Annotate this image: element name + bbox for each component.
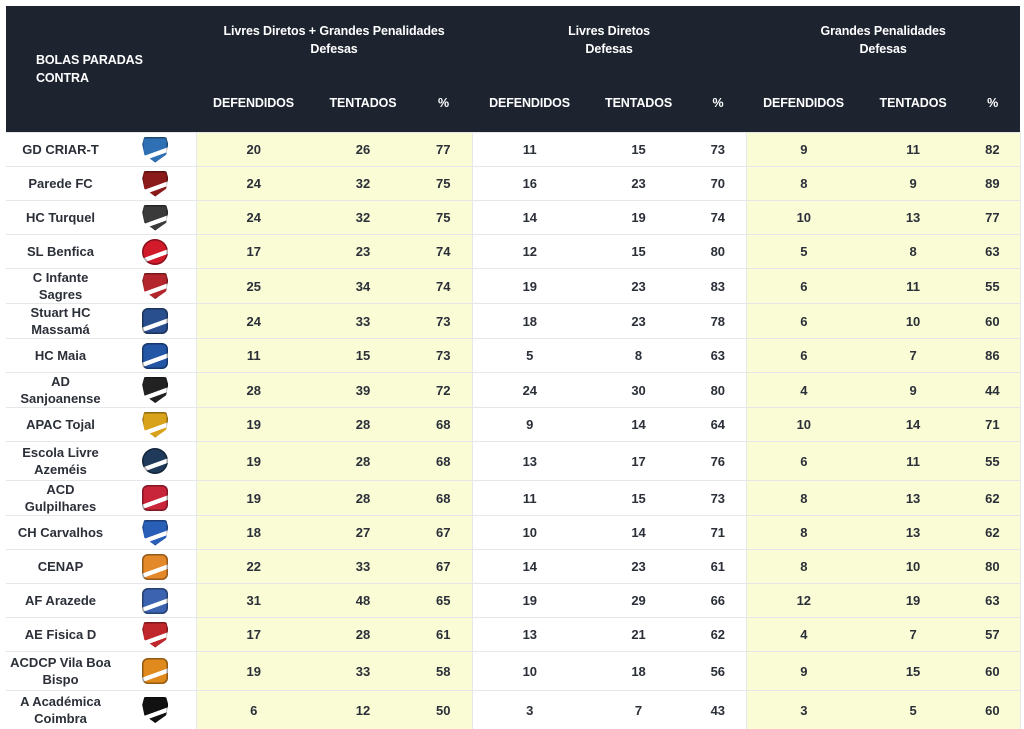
total-percent-value: 72 — [415, 373, 472, 408]
free-kicks-attempted-value: 23 — [587, 269, 690, 304]
total-defended-value: 24 — [196, 167, 311, 201]
team-crest-cell — [115, 235, 196, 269]
col-header-percent[interactable]: % — [415, 74, 472, 133]
free-kicks-defended-value: 3 — [472, 691, 587, 729]
free-kicks-defended-value: 13 — [472, 442, 587, 481]
free-kicks-defended-value: 10 — [472, 516, 587, 550]
team-crest-cell — [115, 201, 196, 235]
team-name[interactable]: GD CRIAR-T — [6, 133, 115, 167]
team-crest-cell — [115, 339, 196, 373]
table-row — [6, 373, 1020, 408]
free-kicks-attempted-value: 23 — [587, 550, 690, 584]
team-crest-cell — [115, 618, 196, 652]
total-attempted-value: 15 — [311, 339, 415, 373]
team-name[interactable]: HC Turquel — [6, 201, 115, 235]
total-percent-value: 75 — [415, 201, 472, 235]
free-kicks-percent-value: 63 — [690, 339, 746, 373]
free-kicks-attempted-value: 8 — [587, 339, 690, 373]
team-name[interactable]: AD Sanjoanense — [6, 373, 115, 408]
stuart-hc-massama-crest-icon — [142, 308, 168, 334]
total-percent-value: 58 — [415, 652, 472, 691]
penalties-percent-value: 63 — [965, 235, 1020, 269]
set-pieces-against-table-container — [6, 6, 1020, 729]
c-infante-sagres-crest-icon — [142, 273, 168, 299]
table-row — [6, 550, 1020, 584]
group-header-total — [196, 6, 472, 74]
team-name[interactable]: HC Maia — [6, 339, 115, 373]
escola-livre-azemeis-crest-icon — [142, 448, 168, 474]
team-crest-cell — [115, 516, 196, 550]
penalties-defended-value: 9 — [746, 133, 861, 167]
free-kicks-defended-value: 13 — [472, 618, 587, 652]
penalties-percent-value: 44 — [965, 373, 1020, 408]
col-header-attempted[interactable]: TENTADOS — [861, 74, 965, 133]
academica-coimbra-crest-icon — [142, 697, 168, 723]
free-kicks-defended-value: 14 — [472, 201, 587, 235]
penalties-percent-value: 86 — [965, 339, 1020, 373]
penalties-percent-value: 62 — [965, 481, 1020, 516]
team-name[interactable]: AE Fisica D — [6, 618, 115, 652]
free-kicks-percent-value: 83 — [690, 269, 746, 304]
free-kicks-defended-value: 19 — [472, 584, 587, 618]
total-defended-value: 19 — [196, 408, 311, 442]
group-header-free-kicks-title: Livres Diretos — [568, 24, 650, 38]
penalties-percent-value: 60 — [965, 652, 1020, 691]
penalties-percent-value: 89 — [965, 167, 1020, 201]
free-kicks-attempted-value: 29 — [587, 584, 690, 618]
penalties-defended-value: 10 — [746, 408, 861, 442]
penalties-defended-value: 6 — [746, 304, 861, 339]
team-crest-cell — [115, 442, 196, 481]
free-kicks-percent-value: 61 — [690, 550, 746, 584]
penalties-attempted-value: 11 — [861, 133, 965, 167]
penalties-percent-value: 55 — [965, 442, 1020, 481]
team-crest-cell — [115, 481, 196, 516]
af-arazede-crest-icon — [142, 588, 168, 614]
team-name[interactable]: ACDCP Vila Boa Bispo — [6, 652, 115, 691]
free-kicks-percent-value: 78 — [690, 304, 746, 339]
hc-turquel-crest-icon — [142, 205, 168, 231]
penalties-attempted-value: 10 — [861, 550, 965, 584]
total-defended-value: 11 — [196, 339, 311, 373]
acdcp-vila-boa-bispo-crest-icon — [142, 658, 168, 684]
free-kicks-attempted-value: 23 — [587, 167, 690, 201]
parede-fc-crest-icon — [142, 171, 168, 197]
total-percent-value: 68 — [415, 408, 472, 442]
free-kicks-attempted-value: 14 — [587, 408, 690, 442]
hc-maia-crest-icon — [142, 343, 168, 369]
total-attempted-value: 33 — [311, 304, 415, 339]
total-attempted-value: 23 — [311, 235, 415, 269]
total-attempted-value: 26 — [311, 133, 415, 167]
total-percent-value: 75 — [415, 167, 472, 201]
col-header-defended[interactable]: DEFENDIDOS — [472, 74, 587, 133]
team-name[interactable]: Parede FC — [6, 167, 115, 201]
total-percent-value: 67 — [415, 516, 472, 550]
total-attempted-value: 28 — [311, 618, 415, 652]
penalties-defended-value: 4 — [746, 373, 861, 408]
free-kicks-percent-value: 73 — [690, 481, 746, 516]
table-row — [6, 691, 1020, 729]
free-kicks-percent-value: 64 — [690, 408, 746, 442]
free-kicks-attempted-value: 7 — [587, 691, 690, 729]
total-attempted-value: 12 — [311, 691, 415, 729]
free-kicks-defended-value: 24 — [472, 373, 587, 408]
team-name[interactable]: Stuart HC Massamá — [6, 304, 115, 339]
penalties-attempted-value: 15 — [861, 652, 965, 691]
total-defended-value: 17 — [196, 235, 311, 269]
total-percent-value: 50 — [415, 691, 472, 729]
total-percent-value: 67 — [415, 550, 472, 584]
group-header-total-title: Livres Diretos + Grandes Penalidades — [223, 24, 444, 38]
free-kicks-percent-value: 74 — [690, 201, 746, 235]
team-crest-cell — [115, 133, 196, 167]
total-defended-value: 19 — [196, 481, 311, 516]
table-row — [6, 235, 1020, 269]
free-kicks-percent-value: 73 — [690, 133, 746, 167]
team-name[interactable]: C Infante Sagres — [6, 269, 115, 304]
total-percent-value: 73 — [415, 304, 472, 339]
total-percent-value: 68 — [415, 442, 472, 481]
table-row — [6, 133, 1020, 167]
group-header-total-subtitle: Defesas — [310, 42, 357, 56]
free-kicks-attempted-value: 17 — [587, 442, 690, 481]
penalties-percent-value: 55 — [965, 269, 1020, 304]
total-defended-value: 17 — [196, 618, 311, 652]
total-defended-value: 24 — [196, 304, 311, 339]
total-defended-value: 6 — [196, 691, 311, 729]
free-kicks-percent-value: 66 — [690, 584, 746, 618]
team-name[interactable]: CH Carvalhos — [6, 516, 115, 550]
penalties-attempted-value: 19 — [861, 584, 965, 618]
table-body — [6, 133, 1020, 729]
group-header-free-kicks — [472, 6, 746, 74]
col-header-defended[interactable]: DEFENDIDOS — [196, 74, 311, 133]
cenap-crest-icon — [142, 554, 168, 580]
total-attempted-value: 32 — [311, 201, 415, 235]
penalties-percent-value: 63 — [965, 584, 1020, 618]
penalties-attempted-value: 13 — [861, 481, 965, 516]
penalties-percent-value: 60 — [965, 304, 1020, 339]
free-kicks-defended-value: 11 — [472, 133, 587, 167]
free-kicks-percent-value: 62 — [690, 618, 746, 652]
total-defended-value: 24 — [196, 201, 311, 235]
table-row — [6, 584, 1020, 618]
col-header-percent[interactable]: % — [690, 74, 746, 133]
free-kicks-percent-value: 76 — [690, 442, 746, 481]
penalties-defended-value: 5 — [746, 235, 861, 269]
penalties-attempted-value: 10 — [861, 304, 965, 339]
penalties-attempted-value: 8 — [861, 235, 965, 269]
penalties-attempted-value: 5 — [861, 691, 965, 729]
free-kicks-percent-value: 70 — [690, 167, 746, 201]
total-defended-value: 25 — [196, 269, 311, 304]
table-row — [6, 618, 1020, 652]
penalties-defended-value: 8 — [746, 481, 861, 516]
row-label-header: BOLAS PARADAS CONTRA — [6, 6, 196, 133]
acd-gulpilhares-crest-icon — [142, 485, 168, 511]
team-crest-cell — [115, 373, 196, 408]
free-kicks-defended-value: 18 — [472, 304, 587, 339]
total-attempted-value: 32 — [311, 167, 415, 201]
ad-sanjoanense-crest-icon — [142, 377, 168, 403]
penalties-attempted-value: 7 — [861, 339, 965, 373]
team-crest-cell — [115, 408, 196, 442]
free-kicks-attempted-value: 18 — [587, 652, 690, 691]
penalties-percent-value: 60 — [965, 691, 1020, 729]
group-header-penalties — [746, 6, 1020, 74]
table-row — [6, 652, 1020, 691]
total-percent-value: 73 — [415, 339, 472, 373]
total-attempted-value: 33 — [311, 652, 415, 691]
penalties-defended-value: 6 — [746, 339, 861, 373]
team-crest-cell — [115, 652, 196, 691]
total-attempted-value: 27 — [311, 516, 415, 550]
team-crest-cell — [115, 167, 196, 201]
sl-benfica-crest-icon — [142, 239, 168, 265]
free-kicks-attempted-value: 14 — [587, 516, 690, 550]
total-percent-value: 65 — [415, 584, 472, 618]
penalties-defended-value: 8 — [746, 167, 861, 201]
team-crest-cell — [115, 304, 196, 339]
free-kicks-percent-value: 43 — [690, 691, 746, 729]
penalties-defended-value: 9 — [746, 652, 861, 691]
team-name[interactable]: ACD Gulpilhares — [6, 481, 115, 516]
set-pieces-against-table — [6, 6, 1021, 729]
total-attempted-value: 34 — [311, 269, 415, 304]
ae-fisica-d-crest-icon — [142, 622, 168, 648]
criar-t-crest-icon — [142, 137, 168, 163]
team-name[interactable]: A Académica Coimbra — [6, 691, 115, 729]
penalties-percent-value: 82 — [965, 133, 1020, 167]
total-attempted-value: 28 — [311, 442, 415, 481]
free-kicks-percent-value: 80 — [690, 235, 746, 269]
total-defended-value: 22 — [196, 550, 311, 584]
table-row — [6, 481, 1020, 516]
total-attempted-value: 33 — [311, 550, 415, 584]
team-name[interactable]: Escola Livre Azeméis — [6, 442, 115, 481]
group-header-free-kicks-subtitle: Defesas — [585, 42, 632, 56]
col-header-attempted[interactable]: TENTADOS — [311, 74, 415, 133]
penalties-attempted-value: 13 — [861, 516, 965, 550]
penalties-percent-value: 77 — [965, 201, 1020, 235]
penalties-defended-value: 8 — [746, 516, 861, 550]
team-crest-cell — [115, 550, 196, 584]
penalties-defended-value: 4 — [746, 618, 861, 652]
table-row — [6, 269, 1020, 304]
penalties-defended-value: 3 — [746, 691, 861, 729]
free-kicks-defended-value: 12 — [472, 235, 587, 269]
free-kicks-attempted-value: 15 — [587, 481, 690, 516]
table-row — [6, 408, 1020, 442]
team-name[interactable]: AF Arazede — [6, 584, 115, 618]
total-attempted-value: 39 — [311, 373, 415, 408]
apac-tojal-crest-icon — [142, 412, 168, 438]
free-kicks-defended-value: 19 — [472, 269, 587, 304]
penalties-attempted-value: 7 — [861, 618, 965, 652]
penalties-attempted-value: 14 — [861, 408, 965, 442]
total-attempted-value: 28 — [311, 408, 415, 442]
col-header-defended[interactable]: DEFENDIDOS — [746, 74, 861, 133]
penalties-percent-value: 80 — [965, 550, 1020, 584]
free-kicks-attempted-value: 15 — [587, 133, 690, 167]
team-crest-cell — [115, 269, 196, 304]
table-row — [6, 167, 1020, 201]
free-kicks-attempted-value: 15 — [587, 235, 690, 269]
total-defended-value: 28 — [196, 373, 311, 408]
total-attempted-value: 28 — [311, 481, 415, 516]
penalties-percent-value: 62 — [965, 516, 1020, 550]
col-header-percent[interactable]: % — [965, 74, 1020, 133]
penalties-attempted-value: 9 — [861, 373, 965, 408]
penalties-percent-value: 57 — [965, 618, 1020, 652]
col-header-attempted[interactable]: TENTADOS — [587, 74, 690, 133]
total-defended-value: 20 — [196, 133, 311, 167]
table-row — [6, 339, 1020, 373]
team-name[interactable]: APAC Tojal — [6, 408, 115, 442]
table-row — [6, 201, 1020, 235]
penalties-percent-value: 71 — [965, 408, 1020, 442]
free-kicks-attempted-value: 30 — [587, 373, 690, 408]
total-percent-value: 74 — [415, 235, 472, 269]
table-row — [6, 516, 1020, 550]
penalties-attempted-value: 9 — [861, 167, 965, 201]
table-row — [6, 304, 1020, 339]
total-percent-value: 68 — [415, 481, 472, 516]
free-kicks-defended-value: 14 — [472, 550, 587, 584]
free-kicks-percent-value: 80 — [690, 373, 746, 408]
table-row — [6, 442, 1020, 481]
total-defended-value: 19 — [196, 442, 311, 481]
total-defended-value: 19 — [196, 652, 311, 691]
penalties-defended-value: 6 — [746, 442, 861, 481]
free-kicks-attempted-value: 19 — [587, 201, 690, 235]
total-defended-value: 31 — [196, 584, 311, 618]
total-percent-value: 61 — [415, 618, 472, 652]
free-kicks-defended-value: 11 — [472, 481, 587, 516]
free-kicks-defended-value: 5 — [472, 339, 587, 373]
free-kicks-attempted-value: 21 — [587, 618, 690, 652]
penalties-attempted-value: 11 — [861, 269, 965, 304]
penalties-defended-value: 6 — [746, 269, 861, 304]
penalties-defended-value: 8 — [746, 550, 861, 584]
free-kicks-defended-value: 9 — [472, 408, 587, 442]
free-kicks-percent-value: 71 — [690, 516, 746, 550]
penalties-attempted-value: 13 — [861, 201, 965, 235]
free-kicks-attempted-value: 23 — [587, 304, 690, 339]
team-name[interactable]: CENAP — [6, 550, 115, 584]
total-percent-value: 77 — [415, 133, 472, 167]
penalties-attempted-value: 11 — [861, 442, 965, 481]
team-crest-cell — [115, 691, 196, 729]
group-header-penalties-title: Grandes Penalidades — [820, 24, 945, 38]
total-percent-value: 74 — [415, 269, 472, 304]
free-kicks-percent-value: 56 — [690, 652, 746, 691]
penalties-defended-value: 10 — [746, 201, 861, 235]
penalties-defended-value: 12 — [746, 584, 861, 618]
free-kicks-defended-value: 10 — [472, 652, 587, 691]
team-crest-cell — [115, 584, 196, 618]
total-attempted-value: 48 — [311, 584, 415, 618]
team-name[interactable]: SL Benfica — [6, 235, 115, 269]
free-kicks-defended-value: 16 — [472, 167, 587, 201]
ch-carvalhos-crest-icon — [142, 520, 168, 546]
total-defended-value: 18 — [196, 516, 311, 550]
group-header-penalties-subtitle: Defesas — [859, 42, 906, 56]
